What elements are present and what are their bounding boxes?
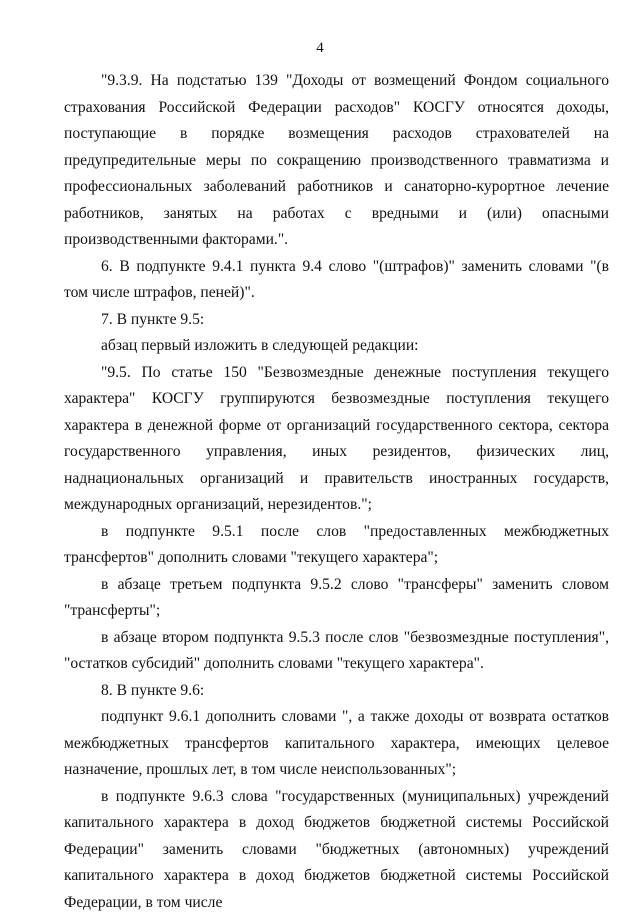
paragraph-item-7: 7. В пункте 9.5:: [64, 307, 609, 334]
paragraph-9-6-1: подпункт 9.6.1 дополнить словами ", а также доходы от возврата остатков межбюджетных трансфертов капитального характера, имеющих целевое назначение, прошлых лет, в том числе неиспользованных";: [64, 704, 609, 784]
paragraph-9-6-3: в подпункте 9.6.3 слова "государственных (муниципальных) учреждений капитального характера в доход бюджетов бюджетной системы Российской Федерации" заменить словами "бюджетных (автономных) учреждений капитального характера в доход бюджетов бюджетной системы Российской Федерации, в том числе: [64, 784, 609, 916]
paragraph-first-abzac: абзац первый изложить в следующей редакции:: [64, 333, 609, 360]
page-number: 4: [0, 38, 640, 58]
paragraph-9-5-1: в подпункте 9.5.1 после слов "предоставленных межбюджетных трансфертов" дополнить словами "текущего характера";: [64, 519, 609, 572]
paragraph-item-6: 6. В подпункте 9.4.1 пункта 9.4 слово "(штрафов)" заменить словами "(в том числе штрафов, пеней)".: [64, 254, 609, 307]
paragraph-9-3-9: "9.3.9. На подстатью 139 "Доходы от возмещений Фондом социального страхования Российской Федерации расходов" КОСГУ относятся доходы, поступающие в порядке возмещения расходов страхователей на предупредительные меры по сокращению производственного травматизма и профессиональных заболеваний работников и санаторно-курортное лечение работников, занятых на работах с вредными и (или) опасными производственными факторами.".: [64, 68, 609, 254]
paragraph-9-5-3: в абзаце втором подпункта 9.5.3 после слов "безвозмездные поступления", "остатков субсидий" дополнить словами "текущего характера".: [64, 625, 609, 678]
paragraph-9-5: "9.5. По статье 150 "Безвозмездные денежные поступления текущего характера" КОСГУ группируются безвозмездные поступления текущего характера в денежной форме от организаций государственного сектора, сектора государственного управления, иных резидентов, физических лиц, наднациональных организаций и правительств иностранных государств, международных организаций, нерезидентов.";: [64, 360, 609, 519]
document-body: [64, 68, 609, 916]
paragraph-9-5-2: в абзаце третьем подпункта 9.5.2 слово "трансферы" заменить словом "трансферты";: [64, 572, 609, 625]
paragraph-item-8: 8. В пункте 9.6:: [64, 678, 609, 705]
